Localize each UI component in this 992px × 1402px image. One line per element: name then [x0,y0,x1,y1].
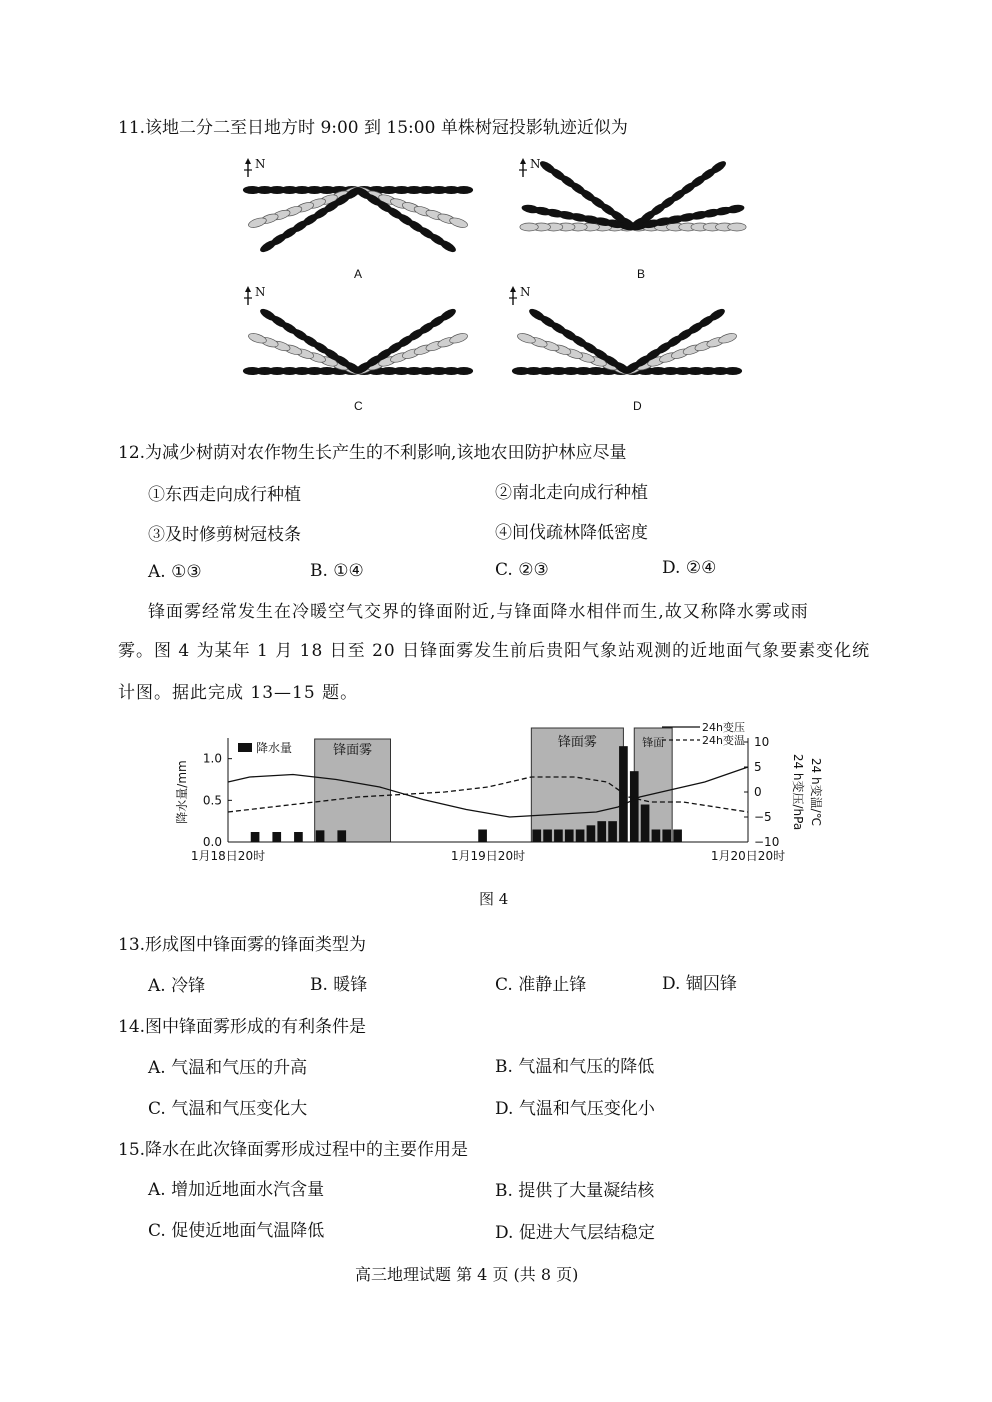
q14-stem: 14.图中锋面雾形成的有利条件是 [118,1017,367,1037]
passage-line-1: 锋面雾经常发生在冷暖空气交界的锋面附近,与锋面降水相伴而生,故又称降水雾或雨 [148,602,809,622]
precip-bar [641,805,650,843]
precip-bar [272,832,281,842]
q14-option-a[interactable]: A. 气温和气压的升高 [148,1058,308,1078]
q12-option-b[interactable]: B. ①④ [310,561,364,581]
q13-option-a[interactable]: A. 冷锋 [148,976,206,996]
tree-figure-label: B [637,267,646,281]
shadow-trajectory [243,185,473,254]
precip-bar [554,830,563,843]
q15-stem: 15.降水在此次锋面雾形成过程中的主要作用是 [118,1140,469,1160]
legend-dashed-label: 24h变温 [702,734,745,747]
shadow-blob [243,367,262,375]
q13-stem: 13.形成图中锋面雾的锋面类型为 [118,935,367,955]
shadow-blob [449,332,469,345]
precip-bar [532,830,541,843]
fog-label: 锋面雾 [557,735,597,750]
precip-bar [565,830,574,843]
north-arrow-icon [519,157,541,177]
q11-stem: 11.该地二分二至日地方时 9:00 到 15:00 单株树冠投影轨迹近似为 [118,118,628,138]
fog-label: 锋面 [642,736,665,749]
right-axis-title-pressure: 24 h变压/hPa [791,753,805,831]
q12-option-d[interactable]: D. ②④ [662,558,717,578]
q12-option-a[interactable]: A. ①③ [148,562,202,582]
shadow-blob [728,223,746,231]
tree-figure-label: A [354,267,363,281]
precip-bar [587,825,596,842]
precip-bar [652,830,661,843]
q12-item-1: ①东西走向成行种植 [148,485,301,505]
tree-figure-c [240,283,480,413]
left-tick-label: 0.5 [202,793,222,808]
north-arrow-icon [244,157,266,177]
x-tick-label: 1月19日20时 [450,849,526,863]
right-tick-label: 0 [754,785,762,799]
q12-option-c[interactable]: C. ②③ [495,560,549,580]
right-tick-label: 10 [754,735,770,749]
precip-bar [294,832,303,842]
precip-bar [337,830,346,842]
precip-bar [251,832,260,842]
q14-option-c[interactable]: C. 气温和气压变化大 [148,1099,308,1119]
shadow-blob [516,332,536,345]
x-tick-label: 1月20日20时 [710,849,786,863]
q12-item-2: ②南北走向成行种植 [495,483,648,503]
precip-bar [316,830,325,842]
x-tick-label: 1月18日20时 [190,849,266,863]
right-tick-label: −10 [754,835,780,849]
right-tick-label: −5 [754,810,772,824]
precip-bar [478,830,487,843]
north-label: N [255,157,266,171]
passage-line-3: 计图。据此完成 13—15 题。 [118,683,359,703]
shadow-blob [718,332,738,345]
precip-bar [673,830,682,843]
q12-item-4: ④间伐疏林降低密度 [495,523,648,543]
q13-option-b[interactable]: B. 暖锋 [310,975,368,995]
shadow-blob [724,367,743,375]
precip-bar [608,821,617,842]
left-tick-label: 1.0 [202,751,222,766]
shadow-blob [247,216,267,229]
right-tick-label: 5 [754,760,762,774]
precip-bar [619,746,628,842]
left-axis-title: 降水量/mm [175,760,189,824]
q14-option-b[interactable]: B. 气温和气压的降低 [495,1057,655,1077]
shadow-blob [449,216,469,229]
north-arrow-icon [509,285,531,305]
figure-4-chart [160,718,840,878]
page-footer: 高三地理试题 第 4 页 (共 8 页) [355,1265,579,1284]
fog-label: 锋面雾 [333,743,373,758]
precip-bar [662,830,671,843]
legend-solid-label: 24h变压 [702,721,745,734]
passage-line-2: 雾。图 4 为某年 1 月 18 日至 20 日锋面雾发生前后贵阳气象站观测的近地面气象要素变化统 [118,641,871,661]
shadow-trajectory [243,307,473,376]
figure-caption: 图 4 [479,890,509,908]
q14-option-d[interactable]: D. 气温和气压变化小 [495,1099,655,1119]
left-tick-label: 0.0 [202,835,222,849]
tree-figure-label: C [354,399,363,413]
right-axis-title-temperature: 24 h变温/℃ [809,757,823,827]
q15-option-d[interactable]: D. 促进大气层结稳定 [495,1223,655,1243]
precip-bar [597,821,606,842]
tree-figure-b [515,155,755,285]
legend-bar-swatch [238,743,252,752]
q12-stem: 12.为减少树荫对农作物生长产生的不利影响,该地农田防护林应尽量 [118,443,627,463]
q15-option-a[interactable]: A. 增加近地面水汽含量 [148,1180,325,1200]
precip-bar [543,830,552,843]
q15-option-b[interactable]: B. 提供了大量凝结核 [495,1181,655,1201]
shadow-blob [455,367,474,375]
q13-option-c[interactable]: C. 准静止锋 [495,975,587,995]
north-label: N [255,285,266,299]
precip-bar [630,771,639,842]
q12-item-3: ③及时修剪树冠枝条 [148,525,301,545]
legend-bar-label: 降水量 [256,741,293,755]
shadow-trajectory [512,307,742,376]
north-arrow-icon [244,285,266,305]
tree-figure-label: D [633,399,642,413]
tree-figure-d [505,283,755,413]
north-label: N [520,285,531,299]
tree-figure-a [240,155,480,285]
q13-option-d[interactable]: D. 锢囚锋 [662,974,737,994]
shadow-blob [243,186,262,194]
shadow-blob [512,367,531,375]
shadow-blob [247,332,267,345]
shadow-blob [520,223,538,231]
shadow-blob [455,186,474,194]
precip-bar [576,830,585,843]
north-label: N [530,157,541,171]
q15-option-c[interactable]: C. 促使近地面气温降低 [148,1221,325,1241]
shadow-trajectory [520,159,746,232]
